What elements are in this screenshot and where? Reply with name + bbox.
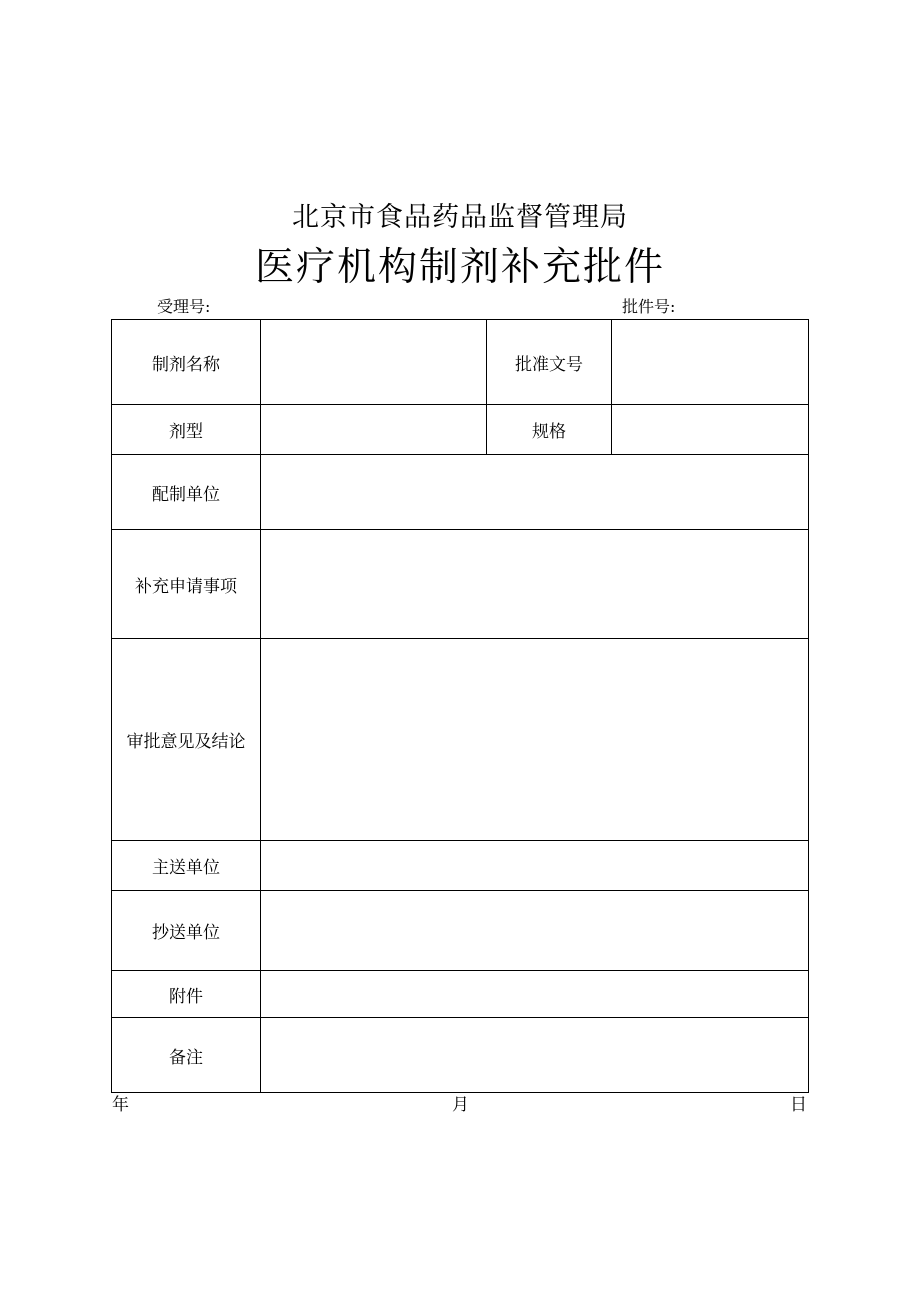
table-row <box>112 320 809 405</box>
table-row <box>112 891 809 971</box>
approval-number-label: 批件号: <box>622 297 676 316</box>
approval-doc-no-field[interactable] <box>612 320 809 405</box>
dosage-form-field[interactable] <box>261 405 487 455</box>
table-row <box>112 841 809 891</box>
approval-form-table <box>111 319 809 1093</box>
date-month-label: 月 <box>452 1095 469 1115</box>
specification-field[interactable] <box>612 405 809 455</box>
document-title: 医疗机构制剂补充批件 <box>254 245 665 290</box>
table-row <box>112 1018 809 1093</box>
prep-name-field[interactable] <box>261 320 487 405</box>
table-row <box>112 455 809 530</box>
main-recipient-field[interactable] <box>261 841 809 891</box>
main-recipient-label: 主送单位 <box>112 841 261 891</box>
prep-name-label: 制剂名称 <box>112 320 261 405</box>
table-row <box>112 530 809 639</box>
date-year-label: 年 <box>112 1095 129 1115</box>
review-opinion-field[interactable] <box>261 639 809 841</box>
dosage-form-label: 剂型 <box>112 405 261 455</box>
review-opinion-label: 审批意见及结论 <box>112 639 261 841</box>
table-row <box>112 971 809 1018</box>
specification-label: 规格 <box>487 405 612 455</box>
supplementary-items-field[interactable] <box>261 530 809 639</box>
date-day-label: 日 <box>790 1095 807 1115</box>
approval-doc-no-label: 批准文号 <box>487 320 612 405</box>
agency-name: 北京市食品药品监督管理局 <box>292 202 628 233</box>
cc-recipient-field[interactable] <box>261 891 809 971</box>
remarks-field[interactable] <box>261 1018 809 1093</box>
acceptance-number-label: 受理号: <box>157 297 211 316</box>
remarks-label: 备注 <box>112 1018 261 1093</box>
manufacturer-field[interactable] <box>261 455 809 530</box>
supplementary-items-label: 补充申请事项 <box>112 530 261 639</box>
attachments-label: 附件 <box>112 971 261 1018</box>
attachments-field[interactable] <box>261 971 809 1018</box>
table-row <box>112 639 809 841</box>
cc-recipient-label: 抄送单位 <box>112 891 261 971</box>
manufacturer-label: 配制单位 <box>112 455 261 530</box>
table-row <box>112 405 809 455</box>
